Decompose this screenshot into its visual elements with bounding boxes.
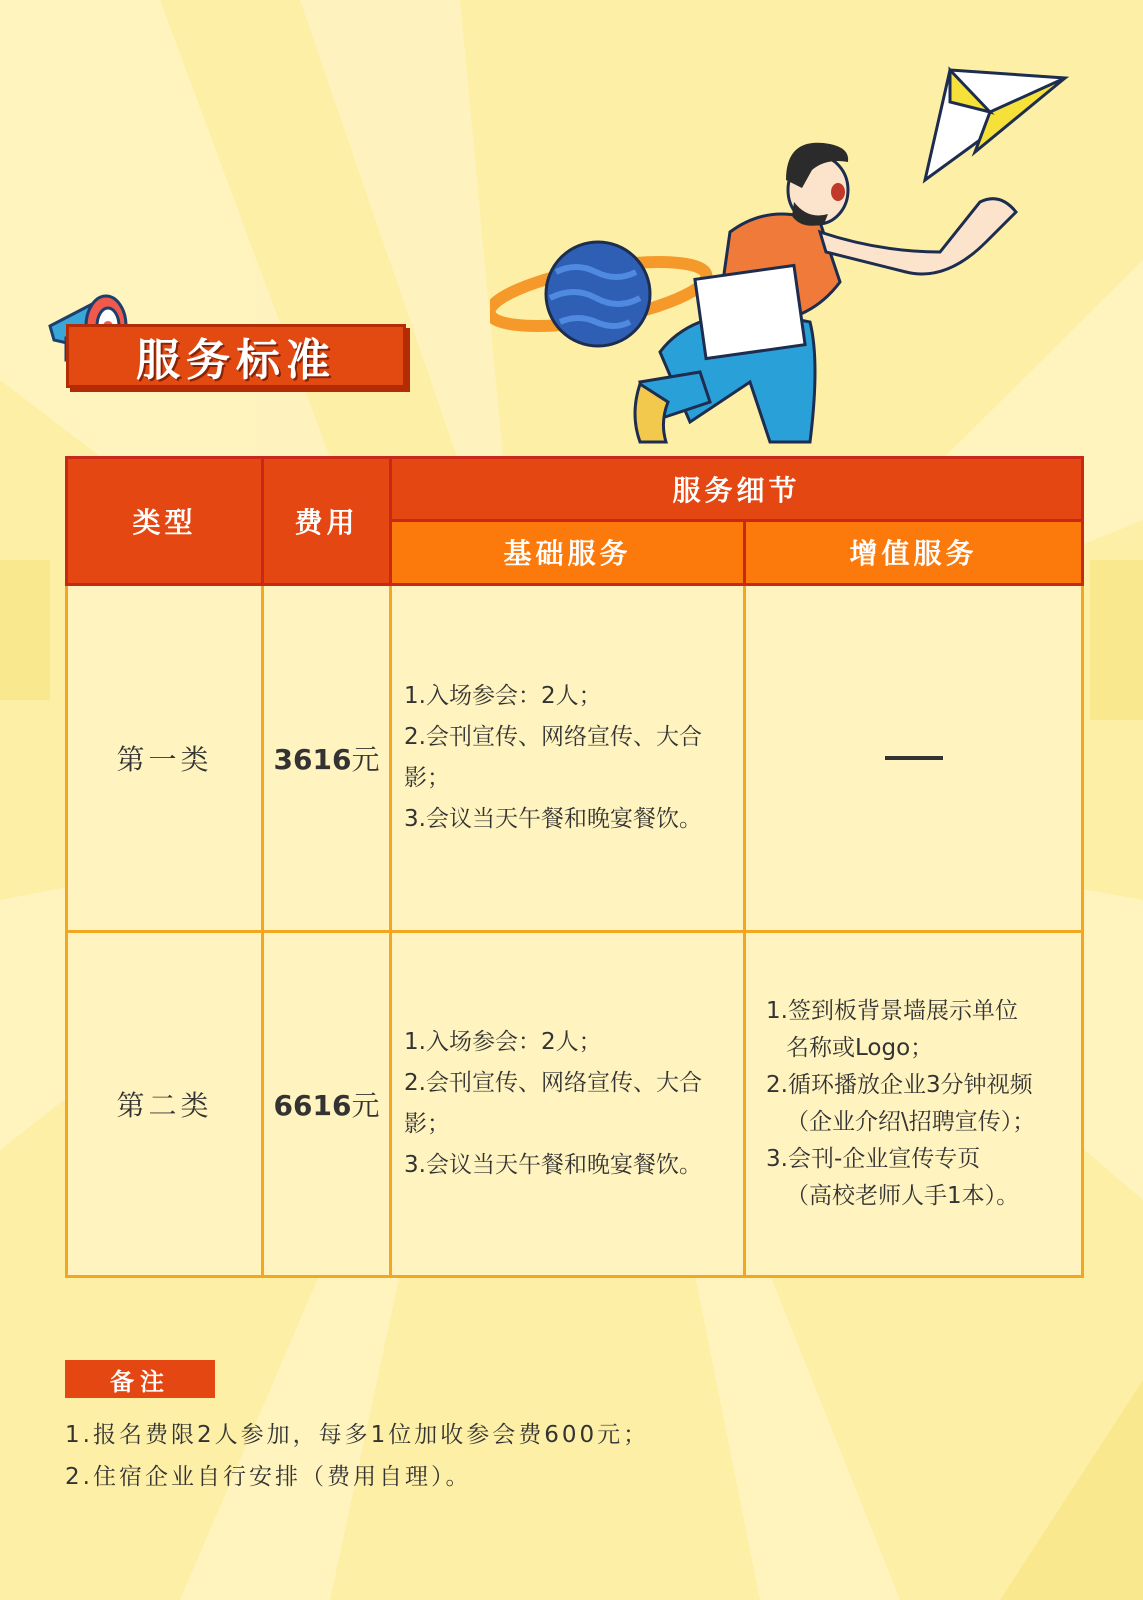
notes-label: 备注: [65, 1360, 215, 1398]
row-type: 第二类: [67, 931, 263, 1276]
list-item: （高校老师人手1本）。: [786, 1182, 1020, 1209]
row-type: 第一类: [67, 584, 263, 931]
page-title: 服务标准: [66, 324, 406, 388]
table-row: [67, 584, 1083, 931]
row-value-added-service: [745, 584, 1083, 931]
list-item: 2.循环播放企业3分钟视频: [766, 1071, 1033, 1098]
note-item: 1.报名费限2人参加，每多1位加收参会费600元；: [65, 1422, 650, 1448]
row-basic-service: [391, 584, 745, 931]
paper-plane-icon: [925, 70, 1065, 180]
notes-list: [65, 1414, 1065, 1498]
row-basic-service: [391, 931, 745, 1276]
row-fee: 6616元: [263, 931, 391, 1276]
table-row: [67, 931, 1083, 1276]
dash-placeholder: [885, 756, 943, 760]
header-value-added-service: 增值服务: [745, 521, 1083, 584]
section-title: [40, 288, 420, 398]
running-person-illustration: [490, 62, 1090, 462]
planet-icon: [490, 242, 711, 346]
list-item: 3.会议当天午餐和晚宴餐饮。: [404, 805, 702, 832]
list-item: 3.会刊-企业宣传专页: [766, 1145, 981, 1172]
list-item: 名称或Logo；: [786, 1034, 934, 1061]
header-details: 服务细节: [391, 458, 1083, 521]
list-item: 3.会议当天午餐和晚宴餐饮。: [404, 1151, 702, 1178]
list-item: （企业介绍\招聘宣传）；: [786, 1108, 1036, 1135]
header-basic-service: 基础服务: [391, 521, 745, 584]
header-type: 类型: [67, 458, 263, 585]
row-value-added-service: [745, 931, 1083, 1276]
list-item: 1.入场参会：2人；: [404, 1028, 602, 1055]
list-item: 2.会刊宣传、网络宣传、大合影；: [404, 723, 702, 791]
list-item: 1.入场参会：2人；: [404, 682, 602, 709]
service-table: [65, 456, 1084, 1278]
row-fee: 3616元: [263, 584, 391, 931]
list-item: 1.签到板背景墙展示单位: [766, 997, 1018, 1024]
list-item: 2.会刊宣传、网络宣传、大合影；: [404, 1069, 702, 1137]
note-item: 2.住宿企业自行安排（费用自理）。: [65, 1464, 472, 1490]
header-fee: 费用: [263, 458, 391, 585]
